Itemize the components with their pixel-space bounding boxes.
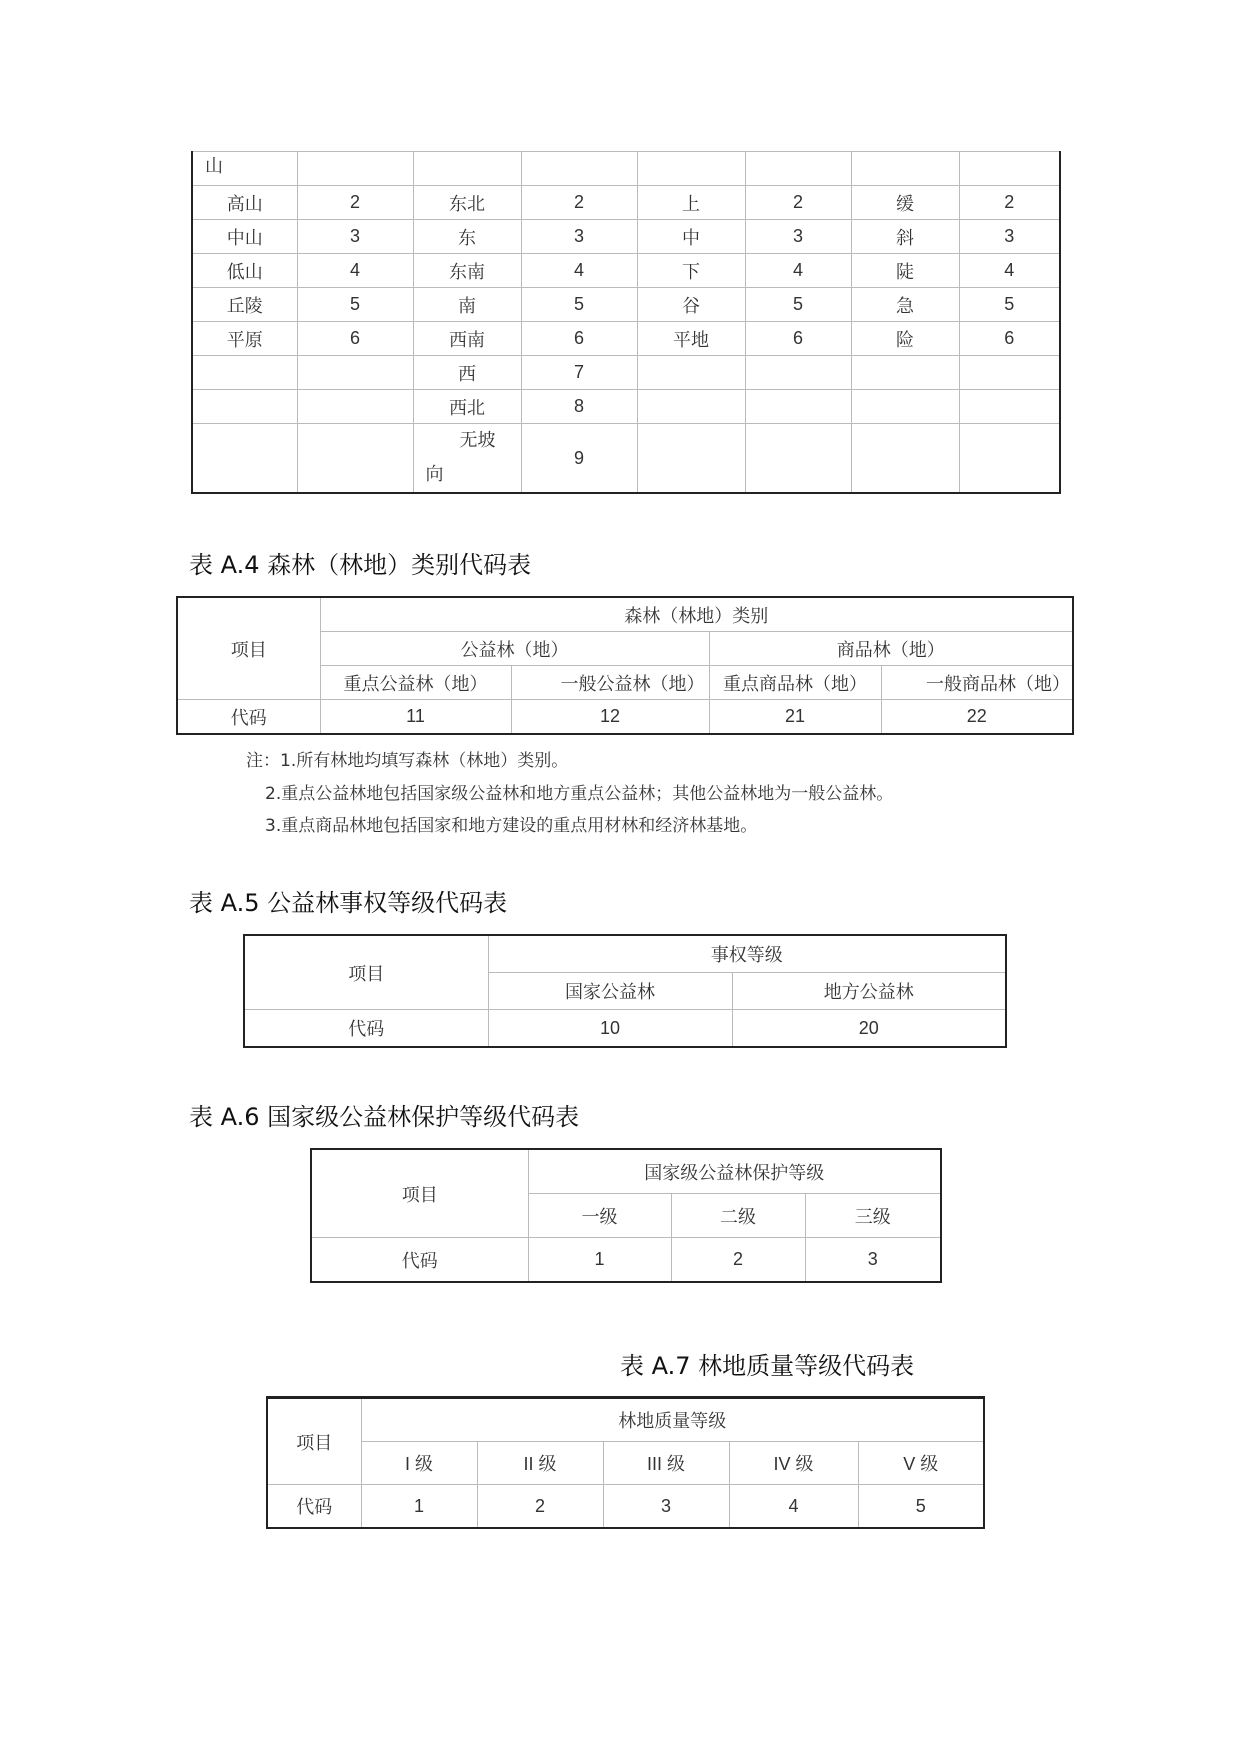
table-cell: 低山	[192, 254, 297, 288]
table-cell: 5	[297, 288, 413, 322]
table-cell: 6	[297, 322, 413, 356]
table-row	[267, 1398, 984, 1442]
code-label: 代码	[311, 1238, 528, 1283]
table-cell: 东	[413, 220, 521, 254]
code-cell: 1	[528, 1238, 671, 1283]
table-cell: 2	[745, 186, 851, 220]
cell-line: 向	[425, 464, 444, 485]
table-cell: 2	[521, 186, 637, 220]
table-a6	[310, 1148, 942, 1283]
item-label: 项目	[244, 935, 488, 1010]
table-a4-note-3: 3.重点商品林地包括国家和地方建设的重点用材林和经济林基地。	[265, 816, 758, 836]
table-row	[192, 152, 1060, 186]
table-cell: 山	[192, 152, 297, 186]
code-cell: 4	[729, 1485, 858, 1529]
table-cell: 3	[521, 220, 637, 254]
sub-header: 国家公益林	[488, 973, 732, 1010]
table-a7-caption: 表 A.7 林地质量等级代码表	[620, 1352, 915, 1380]
table-row	[192, 288, 1060, 322]
table-cell: 西北	[413, 390, 521, 424]
table-cell: 6	[959, 322, 1060, 356]
table-cell: 险	[851, 322, 959, 356]
table-row	[192, 322, 1060, 356]
table-cell: 平地	[637, 322, 745, 356]
table-cell: 3	[959, 220, 1060, 254]
sub-header: 三级	[805, 1194, 941, 1238]
table-cell: 4	[297, 254, 413, 288]
sub-header: 二级	[671, 1194, 805, 1238]
table-cell: 东南	[413, 254, 521, 288]
table-cell: 中山	[192, 220, 297, 254]
code-cell: 11	[320, 700, 511, 735]
table-cell: 5	[959, 288, 1060, 322]
table-row	[244, 935, 1006, 973]
sub-header: 一般公益林（地）	[511, 666, 709, 700]
item-label: 项目	[311, 1149, 528, 1238]
sub-header: III 级	[603, 1442, 729, 1485]
table-cell: 陡	[851, 254, 959, 288]
table-row	[177, 700, 1073, 735]
code-cell: 22	[881, 700, 1073, 735]
table-header: 林地质量等级	[361, 1398, 984, 1442]
sub-header: V 级	[858, 1442, 984, 1485]
code-cell: 20	[732, 1010, 1006, 1048]
table-cell: 9	[521, 424, 637, 494]
table-row	[267, 1485, 984, 1529]
table-cell: 丘陵	[192, 288, 297, 322]
table-row	[192, 390, 1060, 424]
sub-header: 地方公益林	[732, 973, 1006, 1010]
table-row	[192, 220, 1060, 254]
sub-header: IV 级	[729, 1442, 858, 1485]
code-cell: 1	[361, 1485, 477, 1529]
table-cell: 5	[521, 288, 637, 322]
table-row	[192, 356, 1060, 390]
table-a7	[266, 1396, 985, 1529]
code-cell: 2	[671, 1238, 805, 1283]
table-row	[192, 424, 1060, 494]
sub-header: I 级	[361, 1442, 477, 1485]
table-cell: 4	[521, 254, 637, 288]
table-cell: 上	[637, 186, 745, 220]
group-header: 公益林（地）	[320, 632, 709, 666]
table-row	[192, 254, 1060, 288]
code-cell: 21	[709, 700, 881, 735]
sub-header: 重点商品林（地）	[709, 666, 881, 700]
table-row	[192, 186, 1060, 220]
table-cell: 6	[521, 322, 637, 356]
code-cell: 2	[477, 1485, 603, 1529]
table-header: 森林（林地）类别	[320, 597, 1073, 632]
code-cell: 10	[488, 1010, 732, 1048]
table-row	[267, 1442, 984, 1485]
table-cell: 下	[637, 254, 745, 288]
table-a6-caption: 表 A.6 国家级公益林保护等级代码表	[189, 1103, 580, 1131]
sub-header: 一级	[528, 1194, 671, 1238]
table-cell: 斜	[851, 220, 959, 254]
code-cell: 3	[805, 1238, 941, 1283]
table-cell: 东北	[413, 186, 521, 220]
table-cell: 西南	[413, 322, 521, 356]
table-cell: 高山	[192, 186, 297, 220]
table-cell: 4	[745, 254, 851, 288]
sub-header: 一般商品林（地）	[881, 666, 1073, 700]
code-cell: 12	[511, 700, 709, 735]
table-cell: 5	[745, 288, 851, 322]
table-a4-note-2: 2.重点公益林地包括国家级公益林和地方重点公益林；其他公益林地为一般公益林。	[265, 784, 894, 804]
table-cell: 4	[959, 254, 1060, 288]
table-cell: 2	[959, 186, 1060, 220]
table-cell: 谷	[637, 288, 745, 322]
code-cell: 5	[858, 1485, 984, 1529]
table-cell: 急	[851, 288, 959, 322]
table-a5	[243, 934, 1007, 1048]
table-a4-caption: 表 A.4 森林（林地）类别代码表	[189, 551, 532, 579]
table-header: 事权等级	[488, 935, 1006, 973]
table-cell: 6	[745, 322, 851, 356]
item-label: 项目	[177, 597, 320, 700]
table-cell: 西	[413, 356, 521, 390]
table-a5-caption: 表 A.5 公益林事权等级代码表	[189, 889, 508, 917]
table-row	[311, 1238, 941, 1283]
table-row	[244, 1010, 1006, 1048]
group-header: 商品林（地）	[709, 632, 1073, 666]
table-cell: 南	[413, 288, 521, 322]
table-cell: 缓	[851, 186, 959, 220]
table-cell	[413, 424, 521, 494]
table-a4-note-1: 注：1.所有林地均填写森林（林地）类别。	[246, 751, 569, 771]
code-cell: 3	[603, 1485, 729, 1529]
table-a4	[176, 596, 1074, 735]
table-cell: 3	[745, 220, 851, 254]
code-label: 代码	[177, 700, 320, 735]
item-label: 项目	[267, 1398, 361, 1485]
table-cell: 平原	[192, 322, 297, 356]
code-label: 代码	[267, 1485, 361, 1529]
cell-line: 无坡	[459, 430, 496, 451]
table-cell: 7	[521, 356, 637, 390]
table-header: 国家级公益林保护等级	[528, 1149, 941, 1194]
table-cell: 3	[297, 220, 413, 254]
table-row	[177, 597, 1073, 632]
table-cell: 8	[521, 390, 637, 424]
table-row	[311, 1149, 941, 1194]
table-a3-continuation	[191, 151, 1061, 494]
sub-header: II 级	[477, 1442, 603, 1485]
table-cell: 中	[637, 220, 745, 254]
code-label: 代码	[244, 1010, 488, 1048]
table-cell: 2	[297, 186, 413, 220]
sub-header: 重点公益林（地）	[320, 666, 511, 700]
